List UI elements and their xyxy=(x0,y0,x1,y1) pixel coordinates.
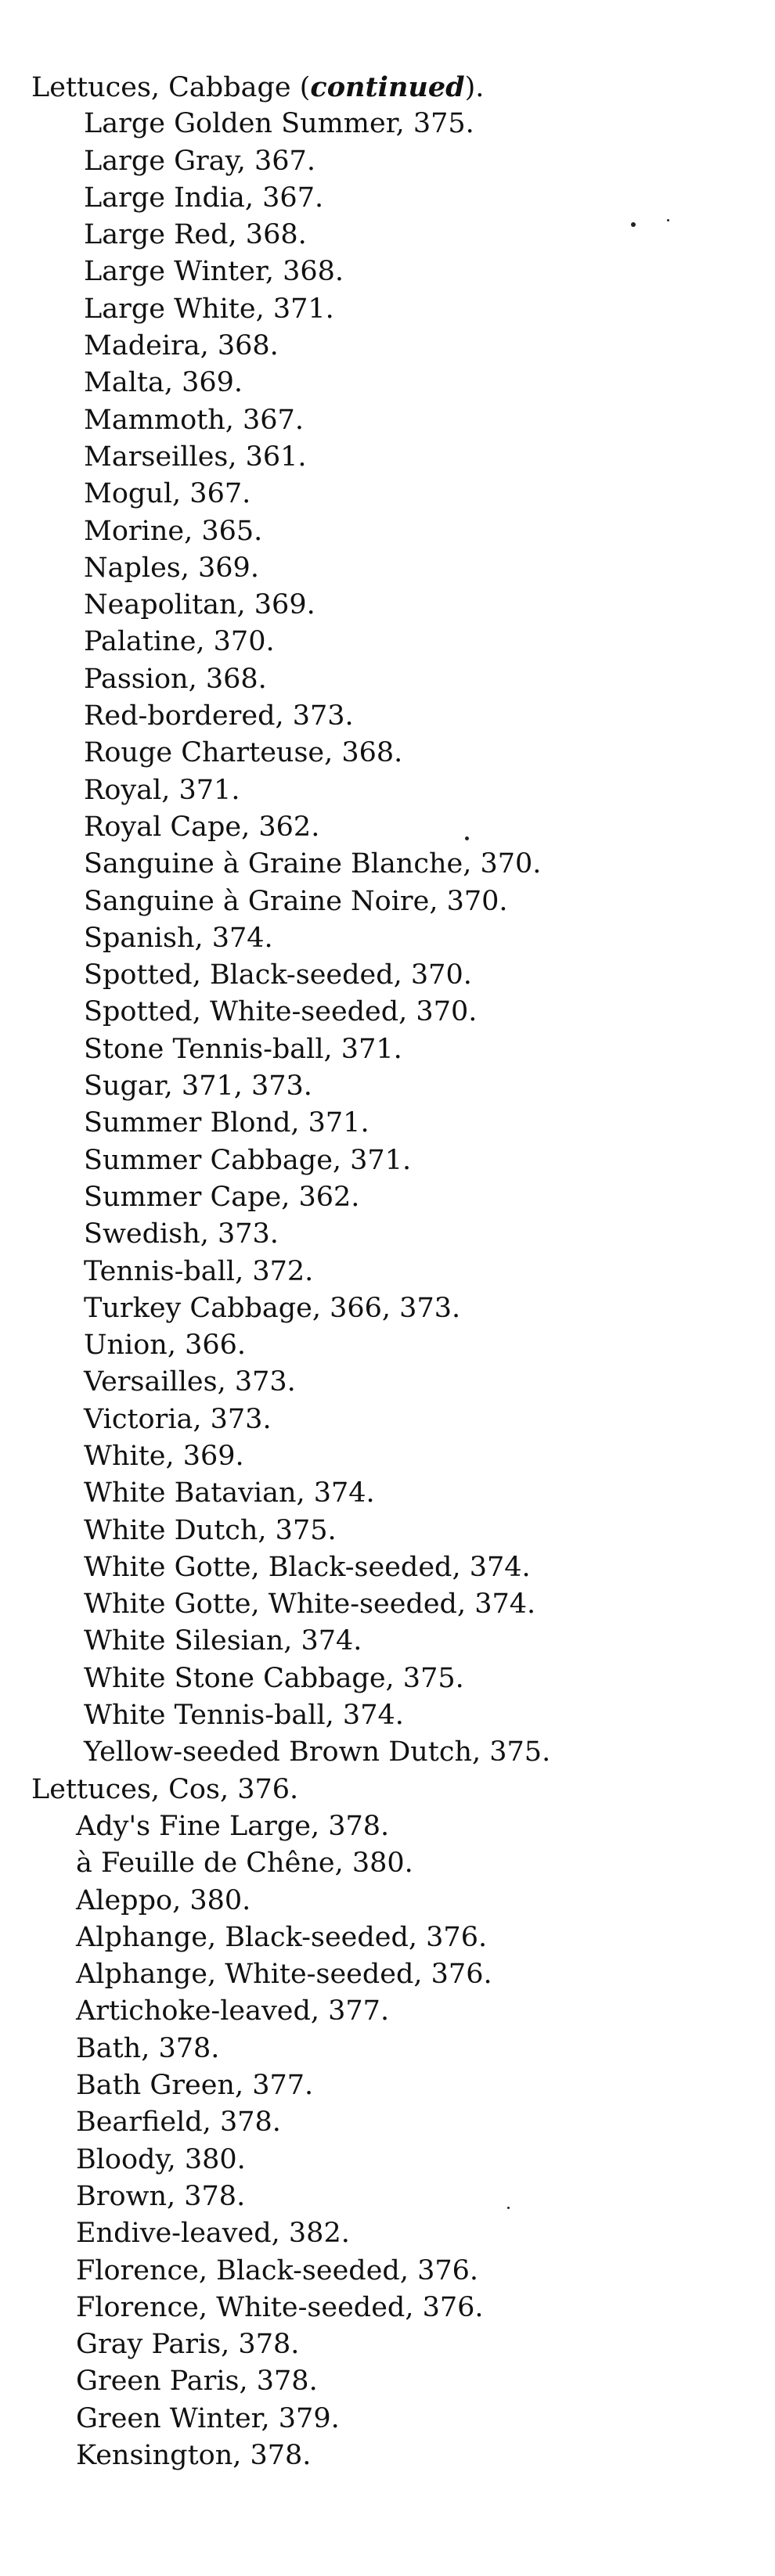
index-entry: White Stone Cabbage, 375. xyxy=(84,1662,464,1694)
index-entry: Green Paris, 378. xyxy=(76,2366,318,2398)
index-entry: Sanguine à Graine Blanche, 370. xyxy=(84,848,542,880)
index-entry: Naples, 369. xyxy=(84,552,259,584)
index-entry: Spanish, 374. xyxy=(84,922,273,954)
index-entry: Bath, 378. xyxy=(76,2032,220,2064)
index-entry: Summer Cabbage, 371. xyxy=(84,1144,412,1176)
index-entry: Large White, 371. xyxy=(84,293,334,325)
index-entry: Sugar, 371, 373. xyxy=(84,1070,312,1103)
index-entry: Large Winter, 368. xyxy=(84,256,344,288)
index-section-cos-lettuces xyxy=(31,1772,752,2475)
index-entry: Yellow-seeded Brown Dutch, 375. xyxy=(84,1736,551,1768)
index-entry: White Gotte, Black-seeded, 374. xyxy=(84,1551,531,1583)
index-column xyxy=(31,69,752,2474)
index-entry: Royal Cape, 362. xyxy=(84,811,320,843)
entry-list xyxy=(31,106,752,1771)
index-entry: Tennis-ball, 372. xyxy=(84,1255,314,1287)
index-entry: Florence, Black-seeded, 376. xyxy=(76,2254,478,2286)
index-entry: Ady's Fine Large, 378. xyxy=(76,1810,390,1842)
index-entry: Florence, White-seeded, 376. xyxy=(76,2291,484,2323)
scan-speck xyxy=(667,219,669,221)
index-entry: Marseilles, 361. xyxy=(84,441,307,473)
index-entry: Morine, 365. xyxy=(84,515,263,547)
index-entry: Palatine, 370. xyxy=(84,626,275,658)
index-entry: Alphange, Black-seeded, 376. xyxy=(76,1921,488,1953)
index-entry: Spotted, Black-seeded, 370. xyxy=(84,959,472,991)
scan-speck xyxy=(631,222,636,227)
index-entry: Large Gray, 367. xyxy=(84,145,315,177)
index-entry: Large India, 367. xyxy=(84,182,324,214)
index-entry: Large Red, 368. xyxy=(84,219,307,251)
entry-list xyxy=(31,1808,752,2474)
index-entry: Artichoke-leaved, 377. xyxy=(76,1995,390,2027)
index-entry: Versailles, 373. xyxy=(84,1366,296,1398)
index-entry: Large Golden Summer, 375. xyxy=(84,108,474,140)
index-entry: Summer Cape, 362. xyxy=(84,1181,360,1213)
index-entry: Mogul, 367. xyxy=(84,478,251,510)
index-entry: Aleppo, 380. xyxy=(76,1884,251,1916)
heading-note: continued xyxy=(310,71,465,103)
index-entry: à Feuille de Chêne, 380. xyxy=(76,1847,413,1880)
index-entry: Madeira, 368. xyxy=(84,330,279,362)
index-entry: Royal, 371. xyxy=(84,774,240,806)
index-entry: Red-bordered, 373. xyxy=(84,700,354,732)
section-heading: Lettuces, Cabbage (continued). xyxy=(31,71,485,103)
index-entry: Spotted, White-seeded, 370. xyxy=(84,996,478,1028)
index-entry: Victoria, 373. xyxy=(84,1403,272,1435)
heading-text: Lettuces, Cabbage xyxy=(31,72,291,103)
index-entry: Endive-leaved, 382. xyxy=(76,2218,350,2250)
index-entry: Bearfield, 378. xyxy=(76,2106,281,2139)
index-entry: Summer Blond, 371. xyxy=(84,1107,369,1139)
index-entry: Swedish, 373. xyxy=(84,1218,279,1250)
index-entry: Sanguine à Graine Noire, 370. xyxy=(84,885,508,917)
index-entry: White Tennis-ball, 374. xyxy=(84,1700,404,1732)
index-entry: Mammoth, 367. xyxy=(84,404,304,436)
scan-speck xyxy=(465,836,469,840)
index-entry: Alphange, White-seeded, 376. xyxy=(76,1959,492,1991)
section-heading: Lettuces, Cos, 376. xyxy=(31,1773,299,1805)
index-entry: Bath Green, 377. xyxy=(76,2070,314,2102)
index-entry: Stone Tennis-ball, 371. xyxy=(84,1033,402,1065)
index-entry: White, 369. xyxy=(84,1440,244,1472)
index-entry: Rouge Charteuse, 368. xyxy=(84,737,403,769)
index-entry: Neapolitan, 369. xyxy=(84,589,315,621)
index-entry: White Gotte, White-seeded, 374. xyxy=(84,1588,536,1621)
index-entry: Brown, 378. xyxy=(76,2180,246,2212)
index-entry: White Dutch, 375. xyxy=(84,1514,337,1546)
index-section-cabbage-lettuces xyxy=(31,69,752,1772)
index-entry: Union, 366. xyxy=(84,1329,247,1362)
index-entry: Malta, 369. xyxy=(84,367,243,399)
index-entry: Passion, 368. xyxy=(84,663,267,695)
scan-speck xyxy=(507,2207,510,2209)
index-entry: White Silesian, 374. xyxy=(84,1625,362,1657)
index-entry: Kensington, 378. xyxy=(76,2440,312,2471)
index-entry: Gray Paris, 378. xyxy=(76,2329,300,2361)
index-entry: White Batavian, 374. xyxy=(84,1477,375,1509)
index-entry: Turkey Cabbage, 366, 373. xyxy=(84,1292,461,1324)
index-entry: Bloody, 380. xyxy=(76,2143,246,2175)
index-entry: Green Winter, 379. xyxy=(76,2402,340,2434)
